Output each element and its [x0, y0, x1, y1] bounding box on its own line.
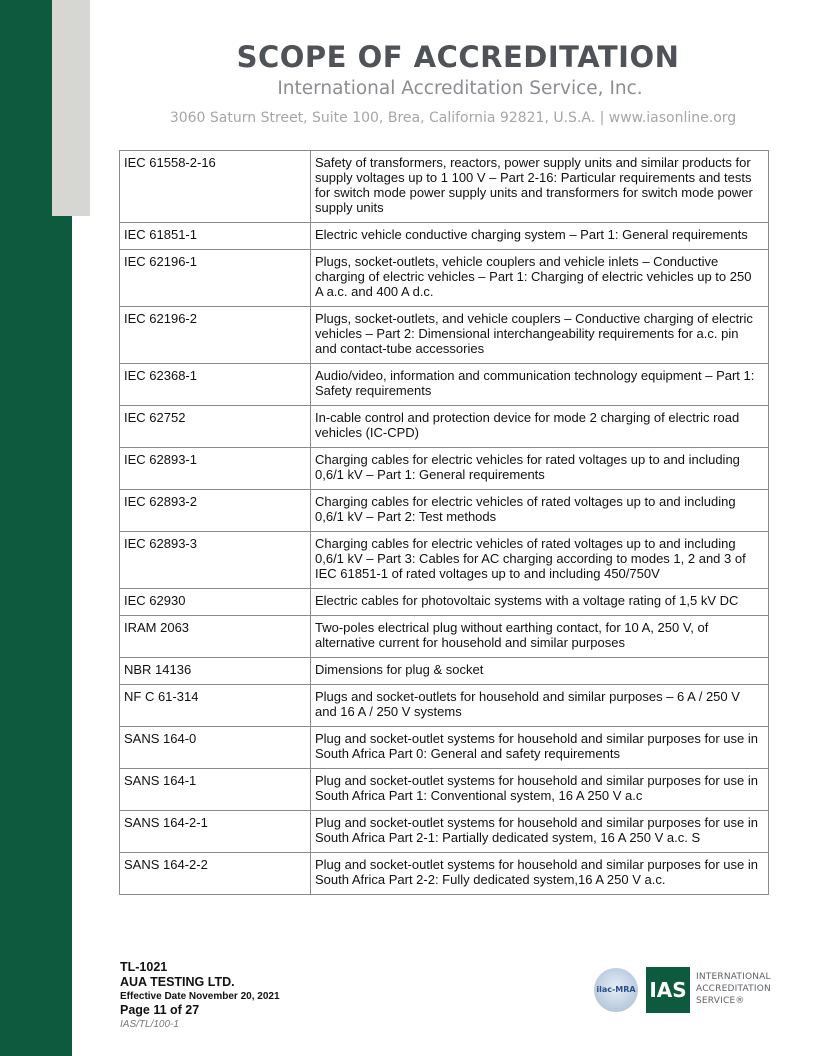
table-row	[120, 151, 769, 223]
description-cell: Electric cables for photovoltaic systems with a voltage rating of 1,5 kV DC	[311, 589, 769, 616]
standard-cell: IEC 62893-2	[120, 490, 311, 532]
page-subtitle: International Accreditation Service, Inc.	[277, 78, 643, 99]
standard-cell: IEC 62893-3	[120, 532, 311, 589]
table-row	[120, 532, 769, 589]
table-row	[120, 364, 769, 406]
standard-cell: SANS 164-1	[120, 769, 311, 811]
table-row	[120, 616, 769, 658]
standard-cell: IEC 62196-1	[120, 250, 311, 307]
standard-cell: IEC 62893-1	[120, 448, 311, 490]
ias-word-2: ACCREDITATION	[696, 984, 771, 994]
description-cell: Plugs, socket-outlets, vehicle couplers and vehicle inlets – Conductive charging of electric vehicles – Part 1: Charging of electric vehicles up to 250 A a.c. and 400 A d.c.	[311, 250, 769, 307]
standard-cell: NF C 61-314	[120, 685, 311, 727]
description-cell: Plug and socket-outlet systems for household and similar purposes for use in South Africa Part 2-1: Partially dedicated system, 16 A 250 V a.c. S	[311, 811, 769, 853]
description-cell: Dimensions for plug & socket	[311, 658, 769, 685]
table-row	[120, 658, 769, 685]
table-row	[120, 223, 769, 250]
footer-page-number: Page 11 of 27	[120, 1003, 200, 1017]
description-cell: Plug and socket-outlet systems for household and similar purposes for use in South Africa Part 0: General and safety requirements	[311, 727, 769, 769]
side-tab	[52, 0, 90, 216]
footer-code: TL-1021	[120, 960, 168, 974]
standard-cell: SANS 164-0	[120, 727, 311, 769]
description-cell: Plugs and socket-outlets for household and similar purposes – 6 A / 250 V and 16 A / 250 V systems	[311, 685, 769, 727]
ias-logo-wordmark	[696, 971, 771, 1007]
table-row	[120, 490, 769, 532]
standard-cell: IEC 62930	[120, 589, 311, 616]
table-row	[120, 685, 769, 727]
description-cell: Charging cables for electric vehicles of rated voltages up to and including 0,6/1 kV – Part 3: Cables for AC charging according to modes 1, 2 and 3 of IEC 61851-1 of rated voltages up to and including 450/750V	[311, 532, 769, 589]
ias-word-1: INTERNATIONAL	[696, 972, 771, 982]
table-row	[120, 589, 769, 616]
ilac-mra-logo: ilac-MRA	[594, 968, 638, 1012]
standard-cell: IEC 62196-2	[120, 307, 311, 364]
standard-cell: IEC 61558-2-16	[120, 151, 311, 223]
description-cell: Safety of transformers, reactors, power supply units and similar products for supply voltages up to 1 100 V – Part 2-16: Particular requirements and tests for switch mode power supply units and transformers for switch mode power supply units	[311, 151, 769, 223]
description-cell: Two-poles electrical plug without earthing contact, for 10 A, 250 V, of alternative current for household and similar purposes	[311, 616, 769, 658]
page-footer	[120, 960, 280, 1031]
description-cell: Charging cables for electric vehicles for rated voltages up to and including 0,6/1 kV – Part 1: General requirements	[311, 448, 769, 490]
footer-company: AUA TESTING LTD.	[120, 975, 235, 989]
description-cell: Audio/video, information and communication technology equipment – Part 1: Safety requirements	[311, 364, 769, 406]
scope-table-body	[120, 151, 769, 895]
ias-logo: IAS	[646, 967, 690, 1013]
page-title: SCOPE OF ACCREDITATION	[236, 40, 680, 74]
footer-effective-date: Effective Date November 20, 2021	[120, 991, 280, 1002]
table-row	[120, 448, 769, 490]
description-cell: Electric vehicle conductive charging system – Part 1: General requirements	[311, 223, 769, 250]
standard-cell: IRAM 2063	[120, 616, 311, 658]
table-row	[120, 406, 769, 448]
ias-word-3: SERVICE®	[696, 996, 745, 1006]
standard-cell: NBR 14136	[120, 658, 311, 685]
description-cell: Charging cables for electric vehicles of rated voltages up to and including 0,6/1 kV – Part 2: Test methods	[311, 490, 769, 532]
table-row	[120, 811, 769, 853]
standard-cell: IEC 62368-1	[120, 364, 311, 406]
table-row	[120, 307, 769, 364]
standard-cell: IEC 61851-1	[120, 223, 311, 250]
description-cell: Plugs, socket-outlets, and vehicle couplers – Conductive charging of electric vehicles – Part 2: Dimensional interchangeability requirements for a.c. pin and contact-tube accessories	[311, 307, 769, 364]
description-cell: Plug and socket-outlet systems for household and similar purposes for use in South Africa Part 1: Conventional system, 16 A 250 V a.c	[311, 769, 769, 811]
table-row	[120, 250, 769, 307]
accreditation-logos	[594, 964, 774, 1014]
table-row	[120, 853, 769, 895]
page-header	[90, 38, 816, 130]
standard-cell: SANS 164-2-2	[120, 853, 311, 895]
table-row	[120, 727, 769, 769]
scope-table	[119, 150, 769, 895]
description-cell: In-cable control and protection device for mode 2 charging of electric road vehicles (IC-CPD)	[311, 406, 769, 448]
table-row	[120, 769, 769, 811]
standard-cell: SANS 164-2-1	[120, 811, 311, 853]
footer-form-id: IAS/TL/100-1	[120, 1019, 179, 1030]
page-address: 3060 Saturn Street, Suite 100, Brea, California 92821, U.S.A. | www.iasonline.org	[169, 110, 737, 126]
standard-cell: IEC 62752	[120, 406, 311, 448]
description-cell: Plug and socket-outlet systems for household and similar purposes for use in South Africa Part 2-2: Fully dedicated system,16 A 250 V a.c.	[311, 853, 769, 895]
